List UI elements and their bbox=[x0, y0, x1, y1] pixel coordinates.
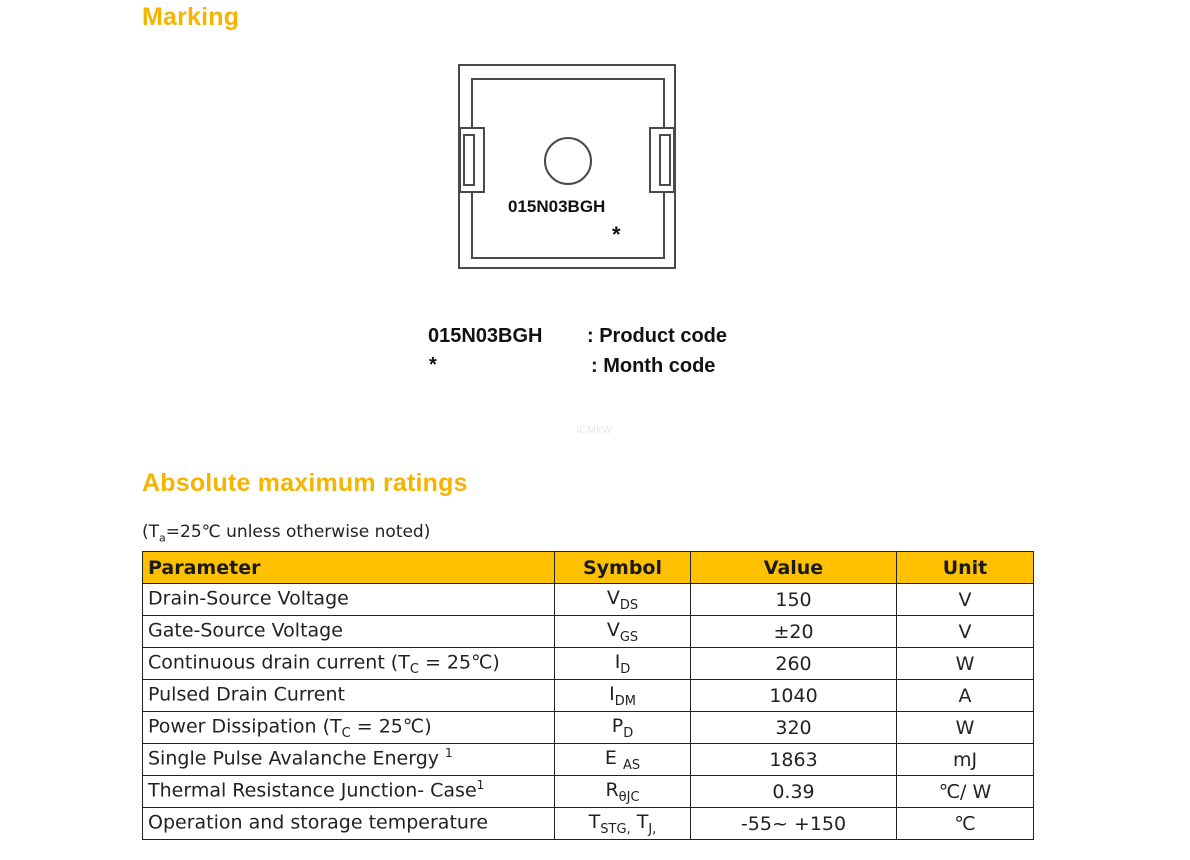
cell-value: ±20 bbox=[691, 616, 897, 648]
header-value: Value bbox=[691, 552, 897, 584]
cell-symbol: $I_{DM}$ bbox=[555, 680, 691, 712]
cell-value: -55~ +150 bbox=[691, 808, 897, 840]
legend-code-2: * bbox=[429, 354, 437, 376]
cell-value: 320 bbox=[691, 712, 897, 744]
ratings-condition-note: ($T_a=25℃$ unless otherwise noted) bbox=[142, 522, 431, 545]
table-row bbox=[143, 680, 1034, 712]
header-symbol: Symbol bbox=[555, 552, 691, 584]
cell-parameter: Drain-Source Voltage bbox=[143, 584, 555, 616]
ratings-heading: Absolute maximum ratings bbox=[142, 469, 468, 497]
cell-symbol: E $_{AS}$ bbox=[555, 744, 691, 776]
table-row bbox=[143, 584, 1034, 616]
cell-parameter: Gate-Source Voltage bbox=[143, 616, 555, 648]
cell-symbol: $T_{STG,}$ $T_{J,}$ bbox=[555, 808, 691, 840]
legend-desc-1: : Product code bbox=[587, 325, 728, 347]
cell-value: 1863 bbox=[691, 744, 897, 776]
cell-symbol: $R_{\theta JC}$ bbox=[555, 776, 691, 808]
cell-unit: mJ bbox=[897, 744, 1034, 776]
cell-value: 0.39 bbox=[691, 776, 897, 808]
cell-parameter: Continuous drain current ($T_C$ = 25℃) bbox=[143, 648, 555, 680]
table-row bbox=[143, 808, 1034, 840]
cell-symbol: $I_D$ bbox=[555, 648, 691, 680]
package-marking-code: 015N03BGH bbox=[508, 197, 606, 216]
cell-value: 1040 bbox=[691, 680, 897, 712]
table-row bbox=[143, 648, 1034, 680]
package-month-mark: * bbox=[612, 222, 621, 247]
package-right-tab bbox=[649, 127, 675, 193]
table-row bbox=[143, 776, 1034, 808]
ratings-table bbox=[142, 551, 1034, 840]
marking-heading: Marking bbox=[142, 3, 240, 31]
cell-unit: A bbox=[897, 680, 1034, 712]
table-row bbox=[143, 712, 1034, 744]
pin1-marker bbox=[544, 137, 592, 185]
cell-symbol: $V_{DS}$ bbox=[555, 584, 691, 616]
cell-unit: ℃/ W bbox=[897, 776, 1034, 808]
package-left-tab bbox=[459, 127, 485, 193]
legend-code-1: 015N03BGH bbox=[428, 325, 543, 347]
cell-parameter: Thermal Resistance Junction- Case$^1$ bbox=[143, 776, 555, 808]
cell-unit: ℃ bbox=[897, 808, 1034, 840]
cell-unit: V bbox=[897, 616, 1034, 648]
cell-symbol: $P_D$ bbox=[555, 712, 691, 744]
cell-parameter: Pulsed Drain Current bbox=[143, 680, 555, 712]
cell-parameter: Power Dissipation ($T_C$ = 25℃) bbox=[143, 712, 555, 744]
table-row bbox=[143, 744, 1034, 776]
cell-unit: W bbox=[897, 712, 1034, 744]
cell-symbol: $V_{GS}$ bbox=[555, 616, 691, 648]
header-parameter: Parameter bbox=[143, 552, 555, 584]
watermark: ICMkW bbox=[576, 424, 613, 436]
cell-value: 260 bbox=[691, 648, 897, 680]
cell-value: 150 bbox=[691, 584, 897, 616]
cell-parameter: Operation and storage temperature bbox=[143, 808, 555, 840]
cell-unit: W bbox=[897, 648, 1034, 680]
table-header-row bbox=[143, 552, 1034, 584]
table-row bbox=[143, 616, 1034, 648]
cell-parameter: Single Pulse Avalanche Energy $^1$ bbox=[143, 744, 555, 776]
cell-unit: V bbox=[897, 584, 1034, 616]
legend-desc-2: : Month code bbox=[591, 355, 716, 377]
header-unit: Unit bbox=[897, 552, 1034, 584]
